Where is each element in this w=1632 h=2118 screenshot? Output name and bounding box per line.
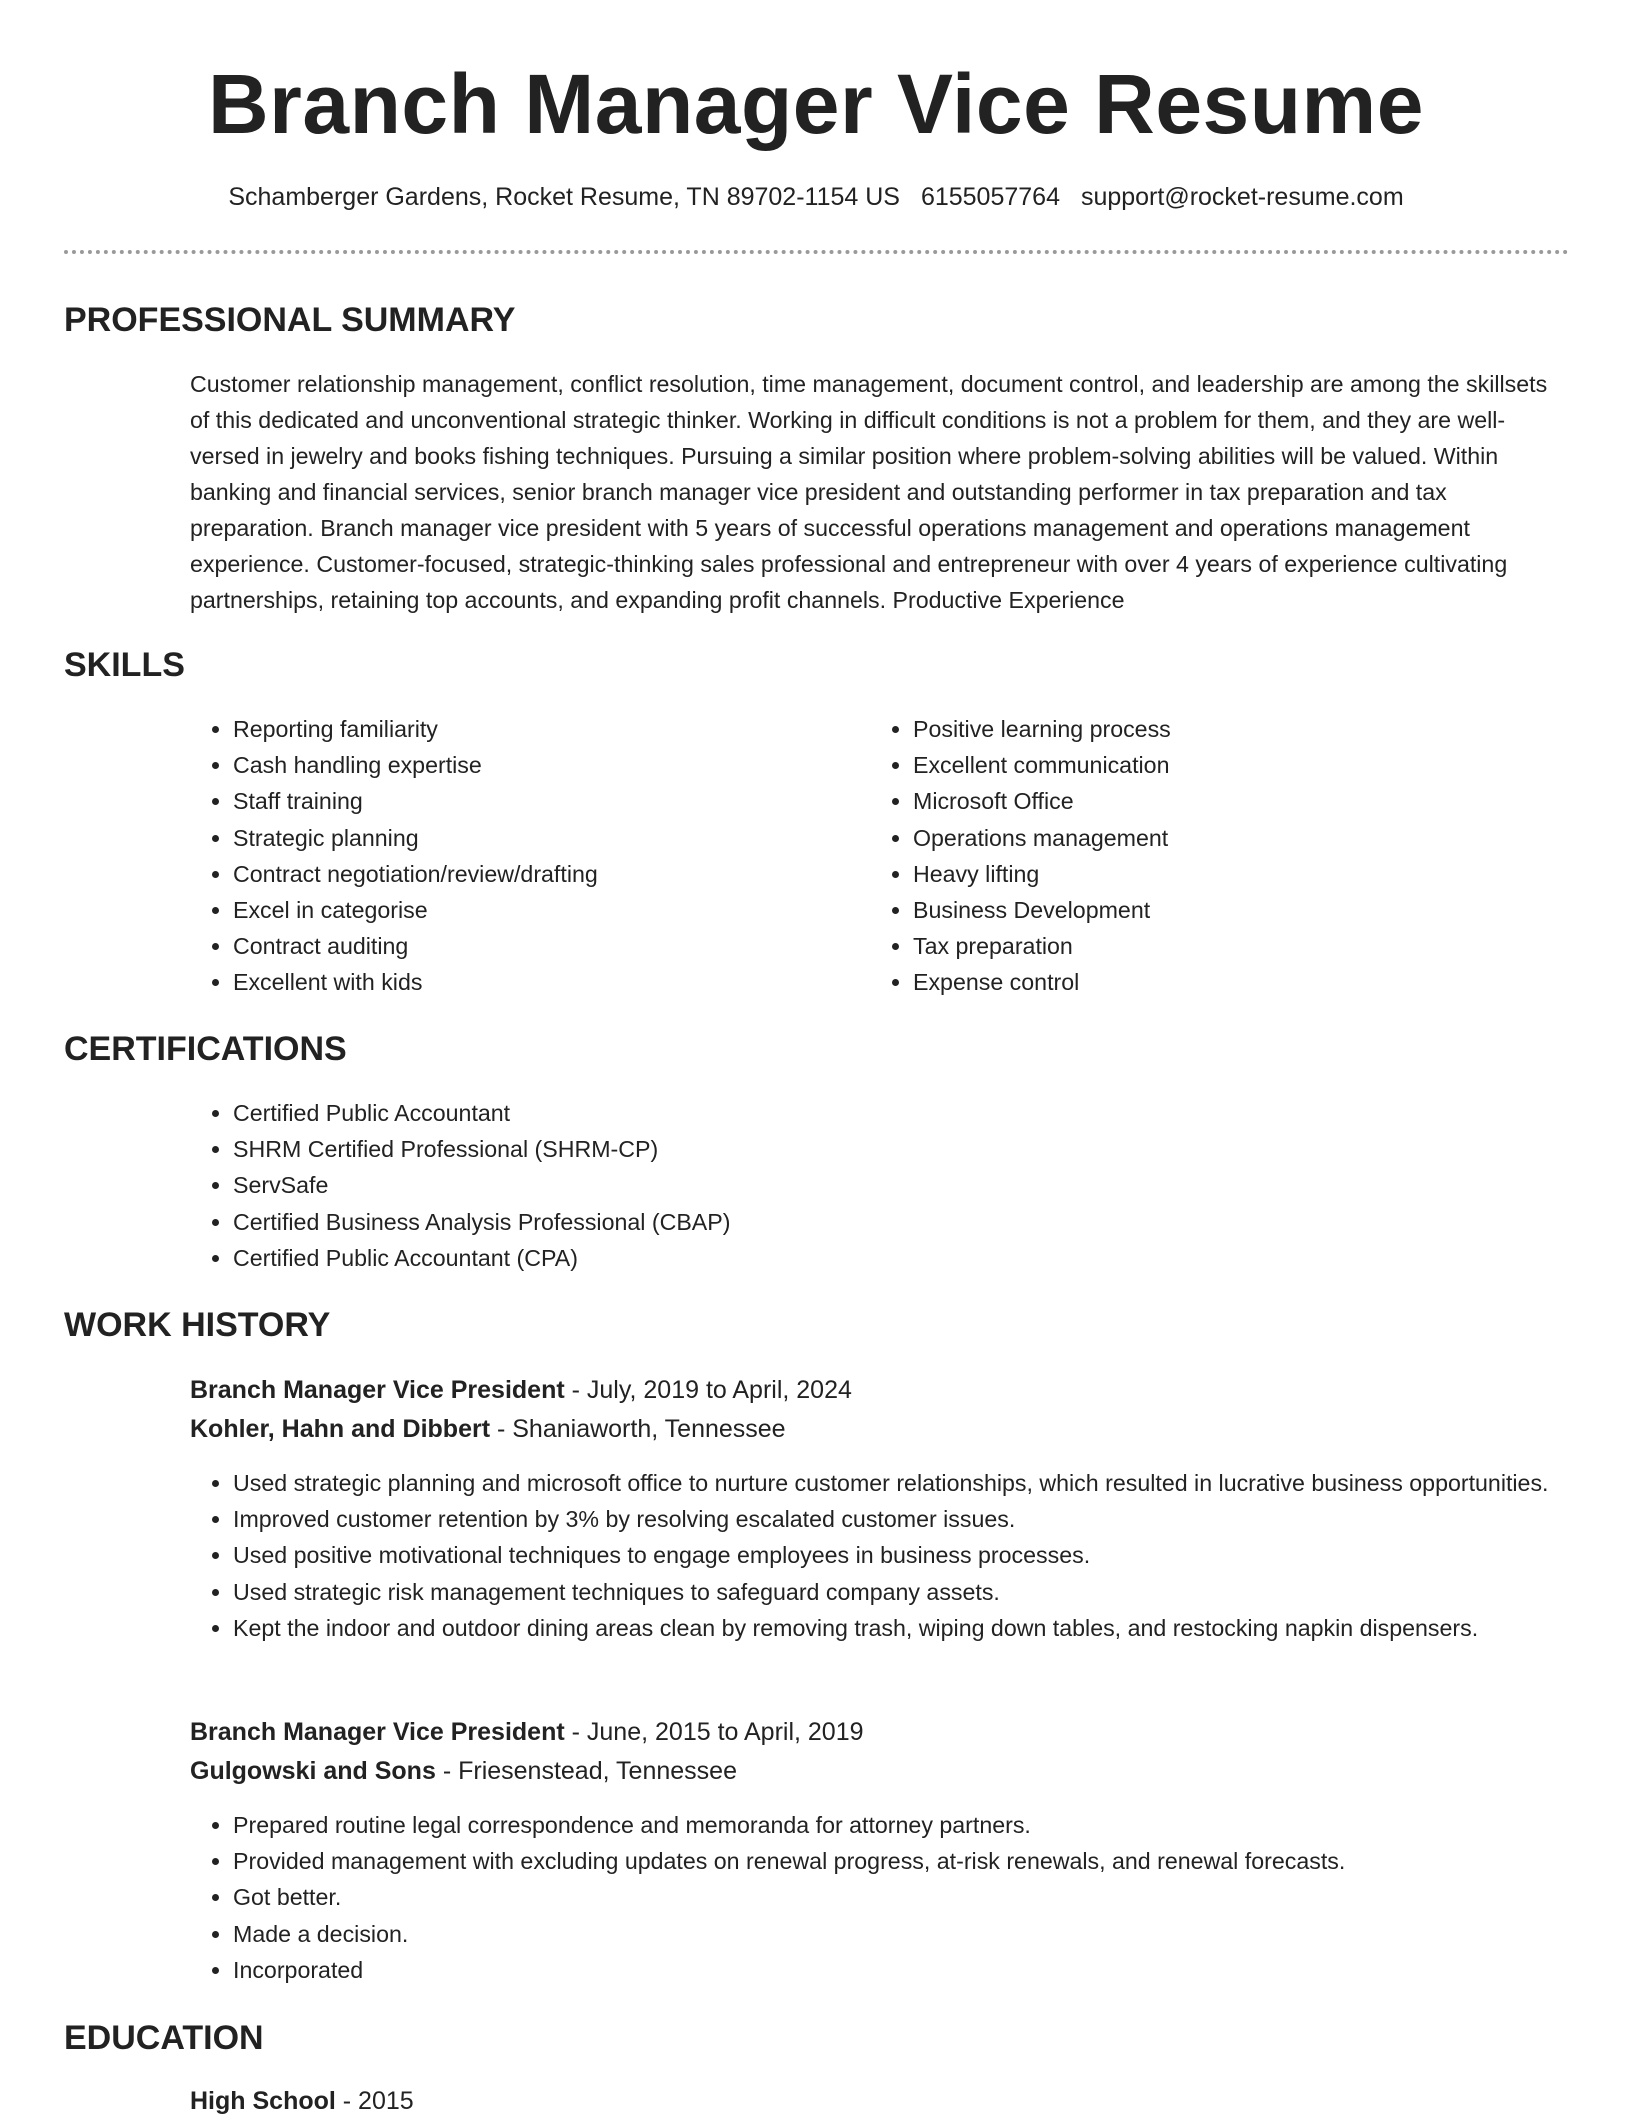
list-item: • SHRM Certified Professional (SHRM-CP) [233, 1131, 1613, 1167]
job-company: Gulgowski and Sons [190, 1757, 436, 1785]
job-dates: - June, 2015 to April, 2019 [564, 1718, 864, 1746]
list-item: • Excel in categorise [233, 892, 833, 928]
job-title-line [190, 1373, 852, 1407]
job-bullets [190, 1807, 1613, 1988]
skills-list-left [190, 711, 833, 1001]
list-item: • ServSafe [233, 1167, 1613, 1203]
job-title: Branch Manager Vice President [190, 1376, 565, 1404]
list-item: • Operations management [913, 820, 1513, 856]
list-item: • Tax preparation [913, 928, 1513, 964]
list-item: • Heavy lifting [913, 856, 1513, 892]
contact-email: support@rocket-resume.com [1080, 183, 1404, 211]
certifications-list [190, 1095, 1613, 1276]
work-history-heading: WORK HISTORY [64, 1306, 331, 1344]
education-line [190, 2084, 414, 2118]
job-company: Kohler, Hahn and Dibbert [190, 1415, 491, 1443]
list-item: • Certified Public Accountant [233, 1095, 1613, 1131]
summary-text: Customer relationship management, conflict resolution, time management, document control, and leadership are among the skillsets of this dedicated and unconventional strategic thinker. Working in difficult conditions is not a problem for them, and they are well-versed in jewelry and books fishing techniques. Pursuing a similar position where problem-solving abilities will be valued. Within banking and financial services, senior branch manager vice president and outstanding performer in tax preparation and tax preparation. Branch manager vice president with 5 years of successful operations management and operations management experience. Customer-focused, strategic-thinking sales professional and entrepreneur with over 4 years of experience cultivating partnerships, retaining top accounts, and expanding profit channels. Productive Experience [190, 371, 1548, 613]
list-item: • Business Development [913, 892, 1513, 928]
list-item: • Certified Business Analysis Professional (CBAP) [233, 1204, 1613, 1240]
contact-line [0, 180, 1632, 214]
list-item: • Contract auditing [233, 928, 833, 964]
list-item: • Incorporated [233, 1952, 1613, 1988]
list-item: • Prepared routine legal correspondence and memoranda for attorney partners. [233, 1807, 1613, 1843]
job-title: Branch Manager Vice President [190, 1718, 565, 1746]
education-year: - 2015 [335, 2087, 414, 2115]
job-title-line [190, 1715, 864, 1749]
list-item: • Used strategic planning and microsoft office to nurture customer relationships, which resulted in lucrative business opportunities. [233, 1465, 1613, 1501]
skills-heading: SKILLS [64, 646, 185, 684]
job-location: - Shaniaworth, Tennessee [490, 1415, 786, 1443]
list-item: • Excellent with kids [233, 964, 833, 1000]
education-heading: EDUCATION [64, 2019, 264, 2057]
list-item: • Excellent communication [913, 747, 1513, 783]
header-divider [64, 250, 1569, 254]
list-item: • Kept the indoor and outdoor dining areas clean by removing trash, wiping down tables, and restocking napkin dispensers. [233, 1610, 1613, 1646]
list-item: • Certified Public Accountant (CPA) [233, 1240, 1613, 1276]
list-item: • Made a decision. [233, 1916, 1613, 1952]
education-school: High School [190, 2087, 336, 2115]
contact-phone: 6155057764 [920, 183, 1060, 211]
list-item: • Positive learning process [913, 711, 1513, 747]
job-company-line [190, 1412, 786, 1446]
list-item: • Improved customer retention by 3% by resolving escalated customer issues. [233, 1501, 1613, 1537]
job-location: - Friesenstead, Tennessee [435, 1757, 737, 1785]
list-item: • Contract negotiation/review/drafting [233, 856, 833, 892]
list-item: • Used strategic risk management techniques to safeguard company assets. [233, 1574, 1613, 1610]
list-item: • Got better. [233, 1879, 1613, 1915]
contact-address: Schamberger Gardens, Rocket Resume, TN 89702-1154 US [228, 183, 900, 211]
list-item: • Used positive motivational techniques to engage employees in business processes. [233, 1537, 1613, 1573]
resume-title: Branch Manager Vice Resume [208, 57, 1424, 151]
summary-heading: PROFESSIONAL SUMMARY [64, 301, 516, 339]
list-item: • Staff training [233, 783, 833, 819]
list-item: • Provided management with excluding updates on renewal progress, at-risk renewals, and renewal forecasts. [233, 1843, 1613, 1879]
job-company-line [190, 1754, 737, 1788]
list-item: • Cash handling expertise [233, 747, 833, 783]
certifications-heading: CERTIFICATIONS [64, 1030, 347, 1068]
list-item: • Microsoft Office [913, 783, 1513, 819]
list-item: • Reporting familiarity [233, 711, 833, 747]
list-item: • Strategic planning [233, 820, 833, 856]
job-dates: - July, 2019 to April, 2024 [564, 1376, 852, 1404]
job-bullets [190, 1465, 1613, 1646]
list-item: • Expense control [913, 964, 1513, 1000]
skills-list-right [870, 711, 1513, 1001]
